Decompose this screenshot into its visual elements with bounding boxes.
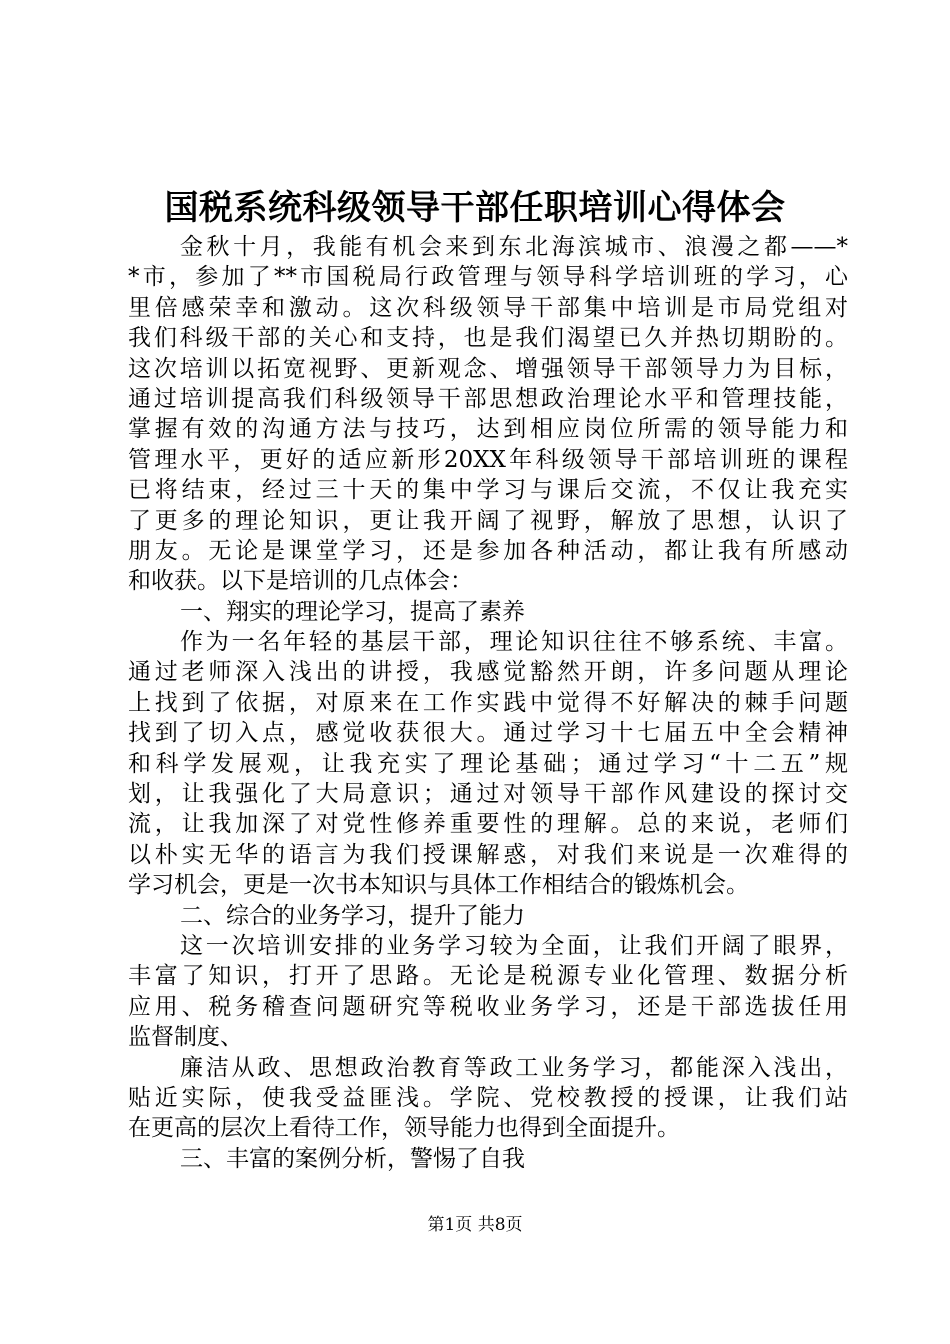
text-line: 了更多的理论知识，更让我开阔了视野，解放了思想，认识了 (128, 507, 848, 534)
text-line: 通过培训提高我们科级领导干部思想政治理论水平和管理技能， (128, 385, 848, 412)
document-body (128, 232, 848, 1174)
text-line: 通过老师深入浅出的讲授，我感觉豁然开朗，许多问题从理论 (128, 659, 848, 686)
page-indicator: 第1页 共8页 (427, 1215, 523, 1235)
text-line: 已将结束，经过三十天的集中学习与课后交流，不仅让我充实 (128, 477, 848, 504)
text-line: 贴近实际，使我受益匪浅。学院、党校教授的授课，让我们站 (128, 1084, 848, 1111)
text-line: 和科学发展观，让我充实了理论基础；通过学习“十二五”规 (128, 750, 848, 777)
text-line: 作为一名年轻的基层干部，理论知识往往不够系统、丰富。 (180, 629, 848, 656)
text-line: 流，让我加深了对党性修养重要性的理解。总的来说，老师们 (128, 811, 848, 838)
text-line: 这次培训以拓宽视野、更新观念、增强领导干部领导力为目标， (128, 355, 848, 382)
text-line: 掌握有效的沟通方法与技巧，达到相应岗位所需的领导能力和 (128, 416, 848, 443)
text-line: 三、丰富的案例分析，警惕了自我 (180, 1145, 525, 1172)
text-line: 这一次培训安排的业务学习较为全面，让我们开阔了眼界， (180, 932, 848, 959)
text-line: 金秋十月，我能有机会来到东北海滨城市、浪漫之都——* (180, 234, 848, 260)
text-line: 在更高的层次上看待工作，领导能力也得到全面提升。 (128, 1115, 680, 1142)
text-line: 丰富了知识，打开了思路。无论是税源专业化管理、数据分析 (128, 963, 848, 990)
text-line: 朋友。无论是课堂学习，还是参加各种活动，都让我有所感动 (128, 537, 848, 564)
text-line: 学习机会，更是一次书本知识与具体工作相结合的锻炼机会。 (128, 872, 749, 899)
text-line: *市，参加了**市国税局行政管理与领导科学培训班的学习，心 (128, 264, 848, 291)
text-line: 一、翔实的理论学习，提高了素养 (180, 598, 525, 625)
text-line: 我们科级干部的关心和支持，也是我们渴望已久并热切期盼的。 (128, 325, 848, 352)
text-line: 监督制度、 (128, 1024, 243, 1051)
text-line: 里倍感荣幸和激动。这次科级领导干部集中培训是市局党组对 (128, 294, 848, 321)
text-line: 上找到了依据，对原来在工作实践中觉得不好解决的棘手问题 (128, 689, 848, 716)
text-line: 找到了切入点，感觉收获很大。通过学习十七届五中全会精神 (128, 720, 848, 747)
text-line: 应用、税务稽查问题研究等税收业务学习，还是干部选拔任用 (128, 993, 848, 1020)
text-line: 二、综合的业务学习，提升了能力 (180, 902, 525, 929)
text-line: 以朴实无华的语言为我们授课解惑，对我们来说是一次难得的 (128, 841, 848, 868)
text-line: 和收获。以下是培训的几点体会： (128, 568, 473, 595)
text-line: 划，让我强化了大局意识；通过对领导干部作风建设的探讨交 (128, 781, 848, 808)
document-title: 国税系统科级领导干部任职培训心得体会 (164, 188, 786, 228)
text-line: 廉洁从政、思想政治教育等政工业务学习，都能深入浅出， (180, 1054, 848, 1081)
text-line: 管理水平，更好的适应新形20XX年科级领导干部培训班的课程 (128, 446, 848, 473)
